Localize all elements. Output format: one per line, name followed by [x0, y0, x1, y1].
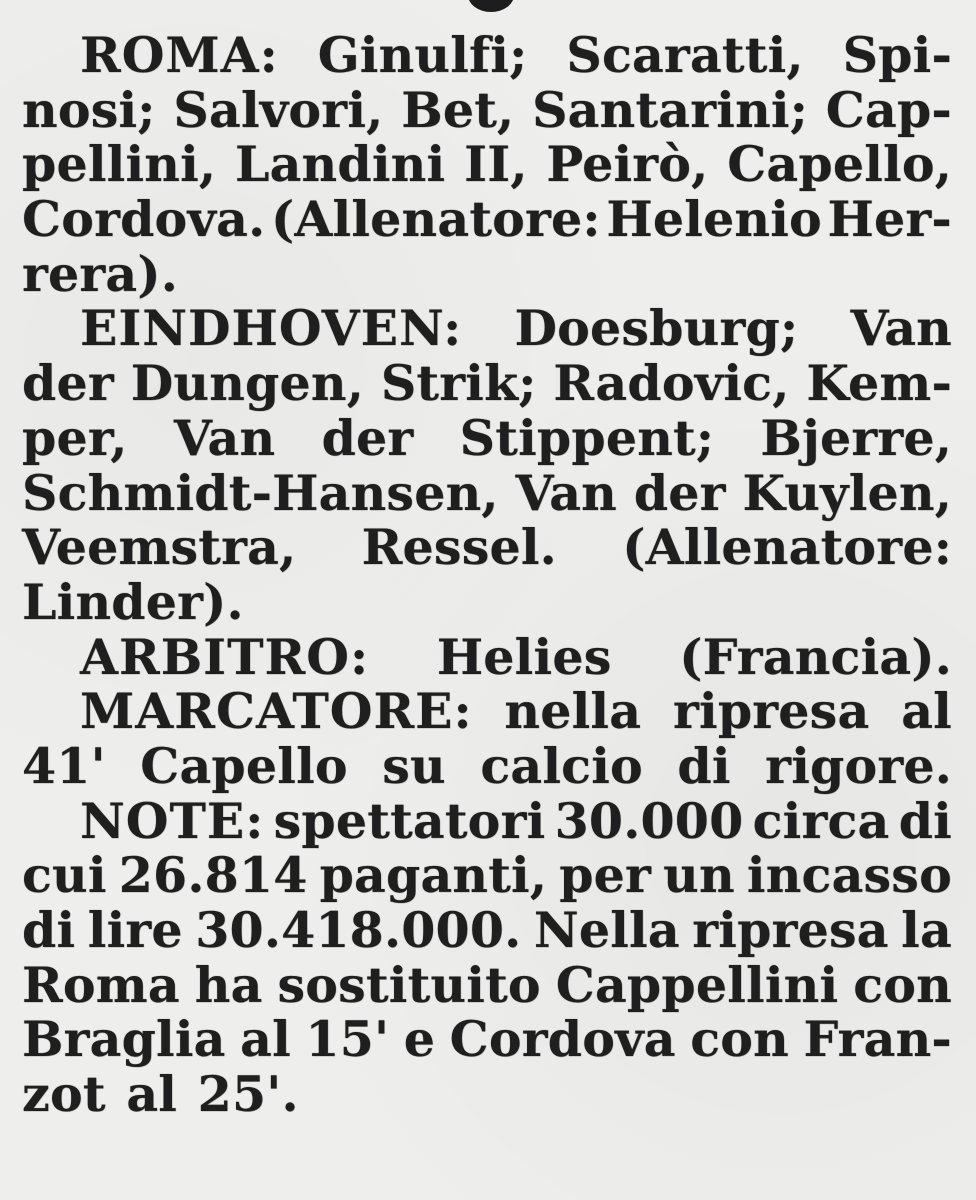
text-word: circa: [752, 791, 890, 850]
text-word: Veemstra,: [22, 518, 297, 577]
text-word: Bet,: [401, 80, 515, 139]
text-line: [22, 955, 952, 1014]
text-word: Stippent;: [459, 408, 715, 467]
text-word: Cordova: [449, 1010, 676, 1069]
text-word: Cap-: [825, 80, 952, 139]
text-word: der: [321, 408, 414, 467]
text-line: [22, 903, 952, 958]
text-line: [22, 137, 952, 192]
text-word: calcio: [480, 736, 643, 795]
text-word: al: [901, 682, 952, 741]
text-line: [22, 356, 952, 411]
text-line: [22, 244, 952, 303]
text-word: 25'.: [197, 1065, 299, 1124]
text-word: Helenio: [606, 190, 822, 249]
text-word: Doesburg;: [514, 299, 799, 358]
text-word: Van: [173, 408, 276, 467]
text-word: al: [126, 1065, 178, 1124]
text-word: 41': [22, 736, 106, 795]
text-word: su: [382, 736, 446, 795]
text-line: [22, 572, 952, 631]
text-line: [22, 848, 952, 903]
text-word: per,: [22, 408, 128, 467]
text-word: (Francia).: [679, 627, 952, 686]
text-word: e: [403, 1010, 436, 1069]
text-word: con: [853, 955, 952, 1014]
text-word: Roma: [22, 955, 180, 1014]
text-word: di: [22, 901, 76, 959]
text-word: incasso: [746, 846, 952, 905]
text-word: Helies: [436, 627, 612, 686]
text-line: [22, 408, 952, 467]
text-word: Kuylen,: [742, 463, 952, 522]
text-word: nella: [504, 682, 642, 741]
text-word: rigore.: [765, 736, 952, 795]
text-word: 26.814: [118, 846, 308, 905]
text-line: [22, 684, 952, 739]
text-word: Nella: [533, 901, 680, 959]
article-column: [22, 28, 952, 1122]
text-word: di: [677, 736, 731, 795]
text-word: al: [240, 1010, 291, 1069]
text-word: per: [559, 846, 652, 905]
text-word: Ressel.: [361, 518, 557, 577]
text-word: Cordova.: [22, 190, 266, 249]
text-line: [22, 301, 952, 356]
text-word: II,: [464, 135, 528, 194]
text-word: ha: [194, 955, 263, 1014]
text-word: zot: [22, 1065, 106, 1124]
text-word: 30.000: [554, 791, 744, 850]
text-word: ROMA:: [80, 26, 279, 84]
text-word: Santarini;: [532, 80, 808, 139]
text-word: pellini,: [22, 135, 217, 194]
text-word: Schmidt-Hansen,: [22, 463, 499, 522]
text-line: [22, 520, 952, 575]
text-line: [22, 1067, 952, 1122]
text-word: Cappellini: [555, 955, 839, 1014]
text-word: Fran-: [803, 1010, 952, 1069]
text-word: 30.418.000.: [195, 901, 522, 959]
text-word: Van: [515, 463, 617, 522]
text-word: Radovic,: [553, 354, 790, 413]
text-word: der: [22, 354, 114, 413]
text-word: rera).: [22, 244, 178, 303]
text-word: Strik;: [380, 354, 537, 413]
text-word: Van: [850, 299, 952, 358]
text-word: cui: [22, 846, 107, 905]
text-line: [22, 627, 952, 686]
text-word: Braglia: [22, 1010, 226, 1069]
text-word: Her-: [827, 190, 952, 249]
text-word: Ginulfi;: [317, 26, 528, 84]
text-word: Landini: [234, 135, 446, 194]
text-line: [22, 192, 952, 247]
text-word: Spi-: [842, 26, 952, 84]
text-word: ripresa: [673, 682, 870, 741]
text-word: ripresa: [692, 901, 889, 959]
text-word: (Allenatore:: [622, 518, 952, 577]
text-word: (Allenatore:: [270, 190, 601, 249]
text-line: [22, 1012, 952, 1067]
text-word: Salvori,: [173, 80, 384, 139]
text-word: Capello: [140, 736, 348, 795]
text-word: Dungen,: [130, 354, 364, 413]
text-word: ARBITRO:: [80, 627, 370, 686]
text-word: Capello,: [727, 135, 952, 194]
text-word: la: [901, 901, 952, 959]
text-word: Peirò,: [546, 135, 709, 194]
text-word: spettatori: [273, 791, 546, 850]
text-line: [22, 28, 952, 83]
text-line: [22, 736, 952, 795]
text-line: [22, 463, 952, 522]
text-word: 15': [305, 1010, 390, 1069]
text-word: Bjerre,: [760, 408, 952, 467]
text-word: nosi;: [22, 80, 156, 139]
text-word: di: [898, 791, 952, 850]
text-word: lire: [87, 901, 183, 959]
text-line: [22, 791, 952, 850]
text-word: der: [633, 463, 726, 522]
text-word: sostituito: [277, 955, 541, 1014]
text-word: EINDHOVEN:: [80, 299, 463, 358]
text-word: MARCATORE:: [80, 682, 473, 741]
text-word: con: [690, 1010, 789, 1069]
ink-dot: [468, 0, 514, 12]
text-word: un: [663, 846, 735, 905]
text-line: [22, 80, 952, 139]
text-word: Linder).: [22, 572, 244, 631]
text-word: NOTE:: [80, 791, 265, 850]
text-word: paganti,: [319, 846, 548, 905]
text-word: Kem-: [806, 354, 952, 413]
text-word: Scaratti,: [566, 26, 804, 84]
